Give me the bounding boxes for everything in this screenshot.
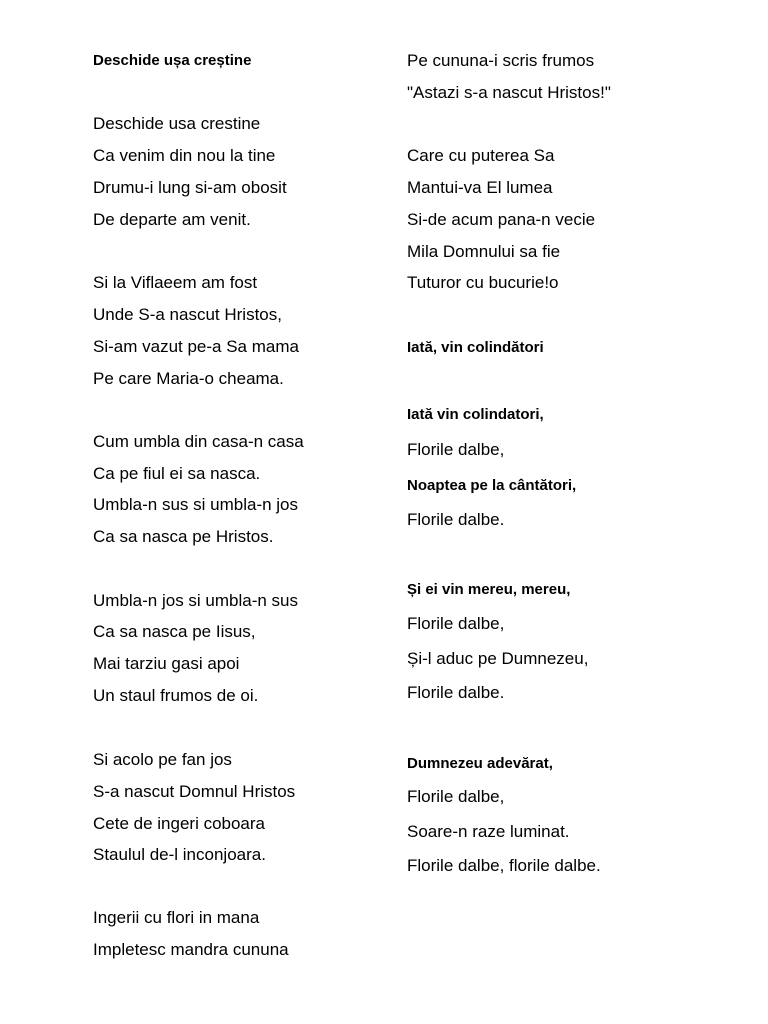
- lyric-line: Drumu-i lung si-am obosit: [93, 178, 287, 197]
- lyric-line: Cum umbla din casa-n casa: [93, 432, 304, 451]
- lyric-line: Staulul de-l inconjoara.: [93, 845, 266, 864]
- lyric-line: Florile dalbe,: [407, 614, 505, 633]
- lyric-line: Florile dalbe.: [407, 683, 505, 702]
- song-title-deschide-usa: Deschide ușa creștine: [93, 52, 252, 69]
- lyric-line: Mantui-va El lumea: [407, 178, 553, 197]
- lyric-line: Și ei vin mereu, mereu,: [407, 581, 571, 598]
- lyric-line: Pe care Maria-o cheama.: [93, 369, 284, 388]
- lyric-line: Ca venim din nou la tine: [93, 146, 276, 165]
- lyric-line: Florile dalbe,: [407, 787, 505, 806]
- lyric-line: Deschide usa crestine: [93, 114, 261, 133]
- lyric-line: Umbla-n sus si umbla-n jos: [93, 495, 299, 514]
- lyric-line: Mai tarziu gasi apoi: [93, 654, 240, 673]
- lyric-line: Mila Domnului sa fie: [407, 242, 561, 261]
- lyric-line: Si acolo pe fan jos: [93, 750, 232, 769]
- lyric-line: Pe cununa-i scris frumos: [407, 51, 595, 70]
- lyric-line: Tuturor cu bucurie!o: [407, 273, 559, 292]
- lyric-line: Si-de acum pana-n vecie: [407, 210, 596, 229]
- lyric-line: Ca sa nasca pe Iisus,: [93, 622, 256, 641]
- lyric-line: Florile dalbe.: [407, 510, 505, 529]
- song-title-iata-vin-colindatori: Iată, vin colindători: [407, 339, 544, 356]
- lyric-line: S-a nascut Domnul Hristos: [93, 782, 296, 801]
- lyric-line: Ca sa nasca pe Hristos.: [93, 527, 274, 546]
- lyric-line: Care cu puterea Sa: [407, 146, 555, 165]
- lyric-line: Impletesc mandra cununa: [93, 940, 289, 959]
- lyric-line: Dumnezeu adevărat,: [407, 755, 553, 772]
- lyric-line: "Astazi s-a nascut Hristos!": [407, 83, 611, 102]
- lyric-line: Florile dalbe, florile dalbe.: [407, 856, 601, 875]
- lyric-line: Unde S-a nascut Hristos,: [93, 305, 282, 324]
- lyric-line: Și-l aduc pe Dumnezeu,: [407, 649, 589, 668]
- lyric-line: Cete de ingeri coboara: [93, 814, 266, 833]
- lyric-line: Iată vin colindatori,: [407, 406, 544, 423]
- lyric-line: Ca pe fiul ei sa nasca.: [93, 464, 261, 483]
- lyric-line: Umbla-n jos si umbla-n sus: [93, 591, 299, 610]
- lyric-line: De departe am venit.: [93, 210, 251, 229]
- lyric-line: Ingerii cu flori in mana: [93, 908, 260, 927]
- lyric-line: Noaptea pe la cântători,: [407, 477, 577, 494]
- lyric-line: Soare-n raze luminat.: [407, 822, 570, 841]
- lyric-line: Si-am vazut pe-a Sa mama: [93, 337, 299, 356]
- lyric-line: Si la Viflaeem am fost: [93, 273, 258, 292]
- lyric-line: Florile dalbe,: [407, 440, 505, 459]
- lyric-line: Un staul frumos de oi.: [93, 686, 259, 705]
